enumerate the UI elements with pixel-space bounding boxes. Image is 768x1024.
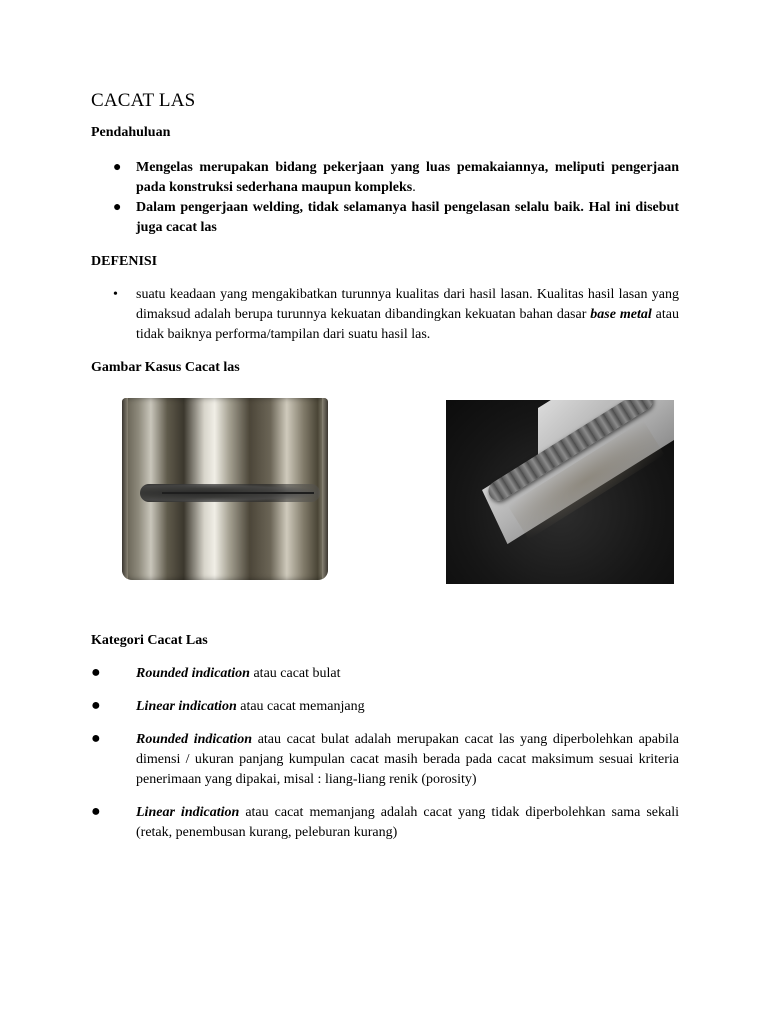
category-text: atau cacat bulat adalah merupakan cacat las yang diperbolehkan apabila dimensi / ukuran panjang kumpulan cacat masih berada pada cacat maksimum sesuai kriteria penerimaan yang dipakai, misal : liang-liang renik (porosity) xyxy=(136,732,680,787)
bullet-icon: ● xyxy=(113,200,122,215)
categories-heading: Kategori Cacat Las xyxy=(91,633,208,648)
fillet-weld-image xyxy=(446,400,674,584)
list-item xyxy=(91,198,679,238)
definition-list xyxy=(91,285,679,345)
definition-heading: DEFENISI xyxy=(91,254,158,269)
document-title: CACAT LAS xyxy=(91,90,196,111)
category-text: atau cacat memanjang xyxy=(236,699,365,714)
category-term: Linear indication xyxy=(136,699,237,714)
category-term: Rounded indication xyxy=(136,666,250,681)
weld-defect-pipe-image xyxy=(122,398,328,580)
category-term: Rounded indication xyxy=(136,732,253,747)
list-item xyxy=(91,803,679,843)
intro-item-1: Mengelas merupakan bidang pekerjaan yang luas pemakaiannya, meliputi pengerjaan pada konstruksi sederhana maupun kompleks xyxy=(136,160,679,195)
bullet-icon: ● xyxy=(91,697,101,714)
intro-item-2: Dalam pengerjaan welding, tidak selamanya hasil pengelasan selalu baik. Hal ini disebut juga cacat las xyxy=(136,200,679,235)
definition-text-after: atau tidak baiknya performa/tampilan dari suatu hasil las. xyxy=(136,307,679,342)
list-item xyxy=(91,158,679,198)
bullet-icon: • xyxy=(113,287,118,302)
categories-list xyxy=(91,664,679,843)
category-text: atau cacat bulat xyxy=(249,666,341,681)
intro-item-1-tail: . xyxy=(412,180,416,195)
definition-emphasis: base metal xyxy=(590,307,652,322)
intro-heading: Pendahuluan xyxy=(91,125,171,140)
bullet-icon: ● xyxy=(91,730,101,747)
category-term: Linear indication xyxy=(136,805,240,820)
definition-text-before: suatu keadaan yang mengakibatkan turunnya kualitas dari hasil lasan. Kualitas hasil lasan yang dimaksud adalah berupa turunnya kekuatan dibandingkan kekuatan bahan dasar xyxy=(136,287,679,322)
bullet-icon: ● xyxy=(113,160,122,175)
gallery-heading: Gambar Kasus Cacat las xyxy=(91,360,240,375)
list-item xyxy=(91,730,679,790)
list-item xyxy=(91,285,679,345)
bullet-icon: ● xyxy=(91,803,101,820)
list-item xyxy=(91,697,679,717)
category-text: atau cacat memanjang adalah cacat yang tidak diperbolehkan sama sekali (retak, penembusan kurang, peleburan kurang) xyxy=(136,805,679,840)
list-item xyxy=(91,664,679,684)
intro-list xyxy=(91,158,679,238)
bullet-icon: ● xyxy=(91,664,101,681)
